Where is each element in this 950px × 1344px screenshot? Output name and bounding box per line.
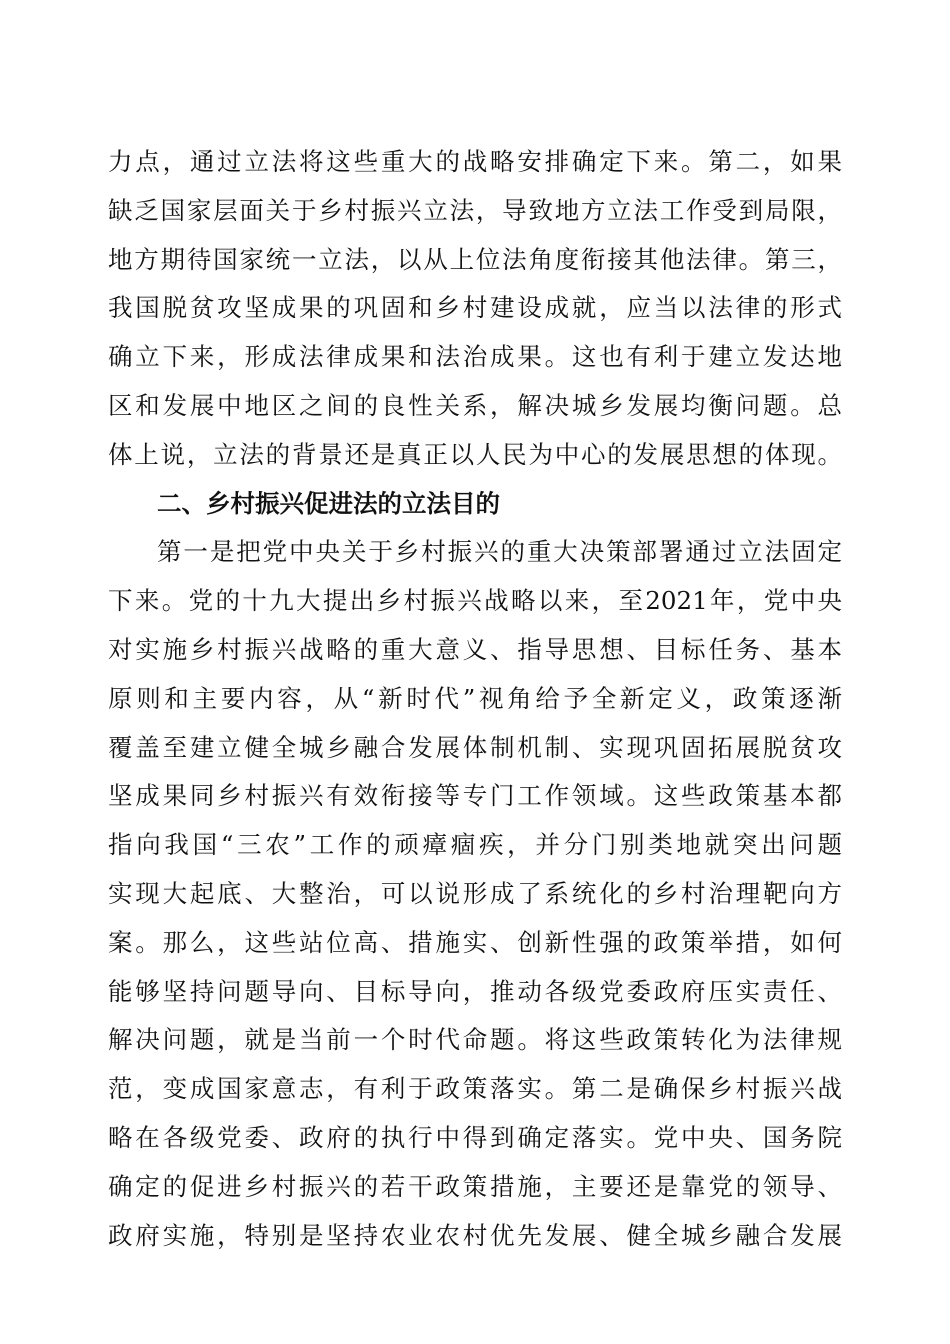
text-line: 第一是把党中央关于乡村振兴的重大决策部署通过立法固定: [157, 537, 842, 567]
text-line: 缺乏国家层面关于乡村振兴立法，导致地方立法工作受到局限，: [108, 195, 842, 225]
text-line: 范，变成国家意志，有利于政策落实。第二是确保乡村振兴战: [108, 1074, 842, 1104]
text-line: 确立下来，形成法律成果和法治成果。这也有利于建立发达地: [108, 342, 842, 372]
text-line: 覆盖至建立健全城乡融合发展体制机制、实现巩固拓展脱贫攻: [108, 732, 842, 762]
text-line: 体上说，立法的背景还是真正以人民为中心的发展思想的体现。: [108, 439, 842, 469]
text-line: 区和发展中地区之间的良性关系，解决城乡发展均衡问题。总: [108, 390, 842, 420]
text-line: 解决问题，就是当前一个时代命题。将这些政策转化为法律规: [108, 1025, 842, 1055]
text-line: 政府实施，特别是坚持农业农村优先发展、健全城乡融合发展: [108, 1220, 842, 1250]
text-line: 下来。党的十九大提出乡村振兴战略以来，至2021年，党中央: [108, 586, 842, 616]
text-line: 略在各级党委、政府的执行中得到确定落实。党中央、国务院: [108, 1122, 842, 1152]
text-line: 坚成果同乡村振兴有效衔接等专门工作领域。这些政策基本都: [108, 781, 842, 811]
text-line: 对实施乡村振兴战略的重大意义、指导思想、目标任务、基本: [108, 634, 842, 664]
paragraph-2: [108, 534, 842, 1266]
section-heading: 二、乡村振兴促进法的立法目的: [157, 488, 500, 518]
document-page: [108, 144, 842, 1266]
text-line: 地方期待国家统一立法，以从上位法角度衔接其他法律。第三，: [108, 244, 842, 274]
text-line: 指向我国“三农”工作的顽瘴痼疾，并分门别类地就突出问题: [108, 830, 842, 860]
text-line: 原则和主要内容，从“新时代”视角给予全新定义，政策逐渐: [108, 683, 842, 713]
text-line: 能够坚持问题导向、目标导向，推动各级党委政府压实责任、: [108, 976, 842, 1006]
text-line: 我国脱贫攻坚成果的巩固和乡村建设成就，应当以法律的形式: [108, 293, 842, 323]
text-line: 实现大起底、大整治，可以说形成了系统化的乡村治理靶向方: [108, 878, 842, 908]
text-line: 确定的促进乡村振兴的若干政策措施，主要还是靠党的领导、: [108, 1171, 842, 1201]
text-line: 力点，通过立法将这些重大的战略安排确定下来。第二，如果: [108, 147, 842, 176]
paragraph-1: [108, 144, 842, 486]
text-line: 案。那么，这些站位高、措施实、创新性强的政策举措，如何: [108, 927, 842, 957]
